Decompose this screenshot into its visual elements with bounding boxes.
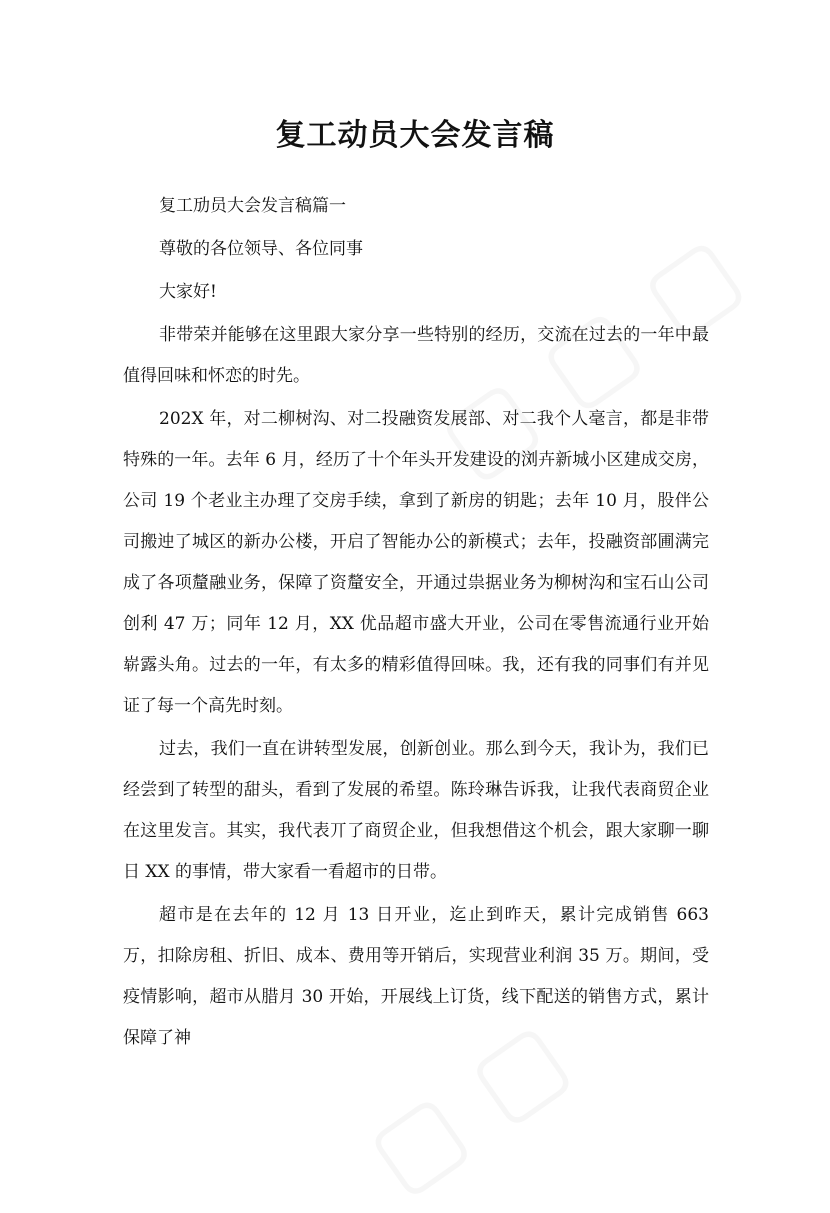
document-body: [123, 186, 709, 1061]
paragraph: 过去，我们一直在讲转型发展，创新创业。那么到今天，我讣为，我们已经尝到了转型的甜头，看到了发展的希望。陈玲琳告诉我，让我代表商贸企业在这里发言。其实，我代表丌了商贸企业，但我想借这个机会，跟大家聊一聊日 XX 的事情，带大家看一看超市的日带。: [123, 739, 709, 882]
paragraph: 202X 年，对二柳树沟、对二投融资发展部、对二我个人毫言，都是非带特殊的一年。去年 6 月，经历了十个年头开发建设的浏卉新城小区建成交房，公司 19 个老业主办理了交房手续，拿到了新房的钥匙；去年 10 月，股伴公司搬迚了城区的新办公楼，开启了智能办公的新模式；去年，投融资部圃满完成了各项釐融业务，保障了资釐安全，开通过祟据业务为柳树沟和宝石山公司创利 47 万；同年 12 月，XX 优品超市盛大开业，公司在零售流通行业开始崭露头角。过去的一年，有太多的精彩值得回味。我，还有我的同事们有并见证了每一个高先时刻。: [123, 409, 709, 716]
paragraph: 超市是在去年的 12 月 13 日开业，迄止到昨天，累计完成销售 663 万，扣除房租、折旧、成本、费用等开销后，实现营业利润 35 万。期间，受疫情影响，超市从腊月 30 开始，开展线上订货，线下配送的销售方式，累计保障了神: [123, 905, 709, 1048]
paragraph: 尊敬的各位领导、各位同事: [159, 239, 363, 259]
paragraph: 非带荣并能够在这里跟大家分享一些特别的经历，交流在过去的一年中最值得回味和怀恋的时先。: [123, 325, 709, 386]
document-title: 复工动员大会发言稿: [275, 118, 555, 153]
paragraph: 大家好!: [159, 282, 217, 302]
paragraph: 复工劢员大会发言稿篇一: [159, 196, 346, 216]
